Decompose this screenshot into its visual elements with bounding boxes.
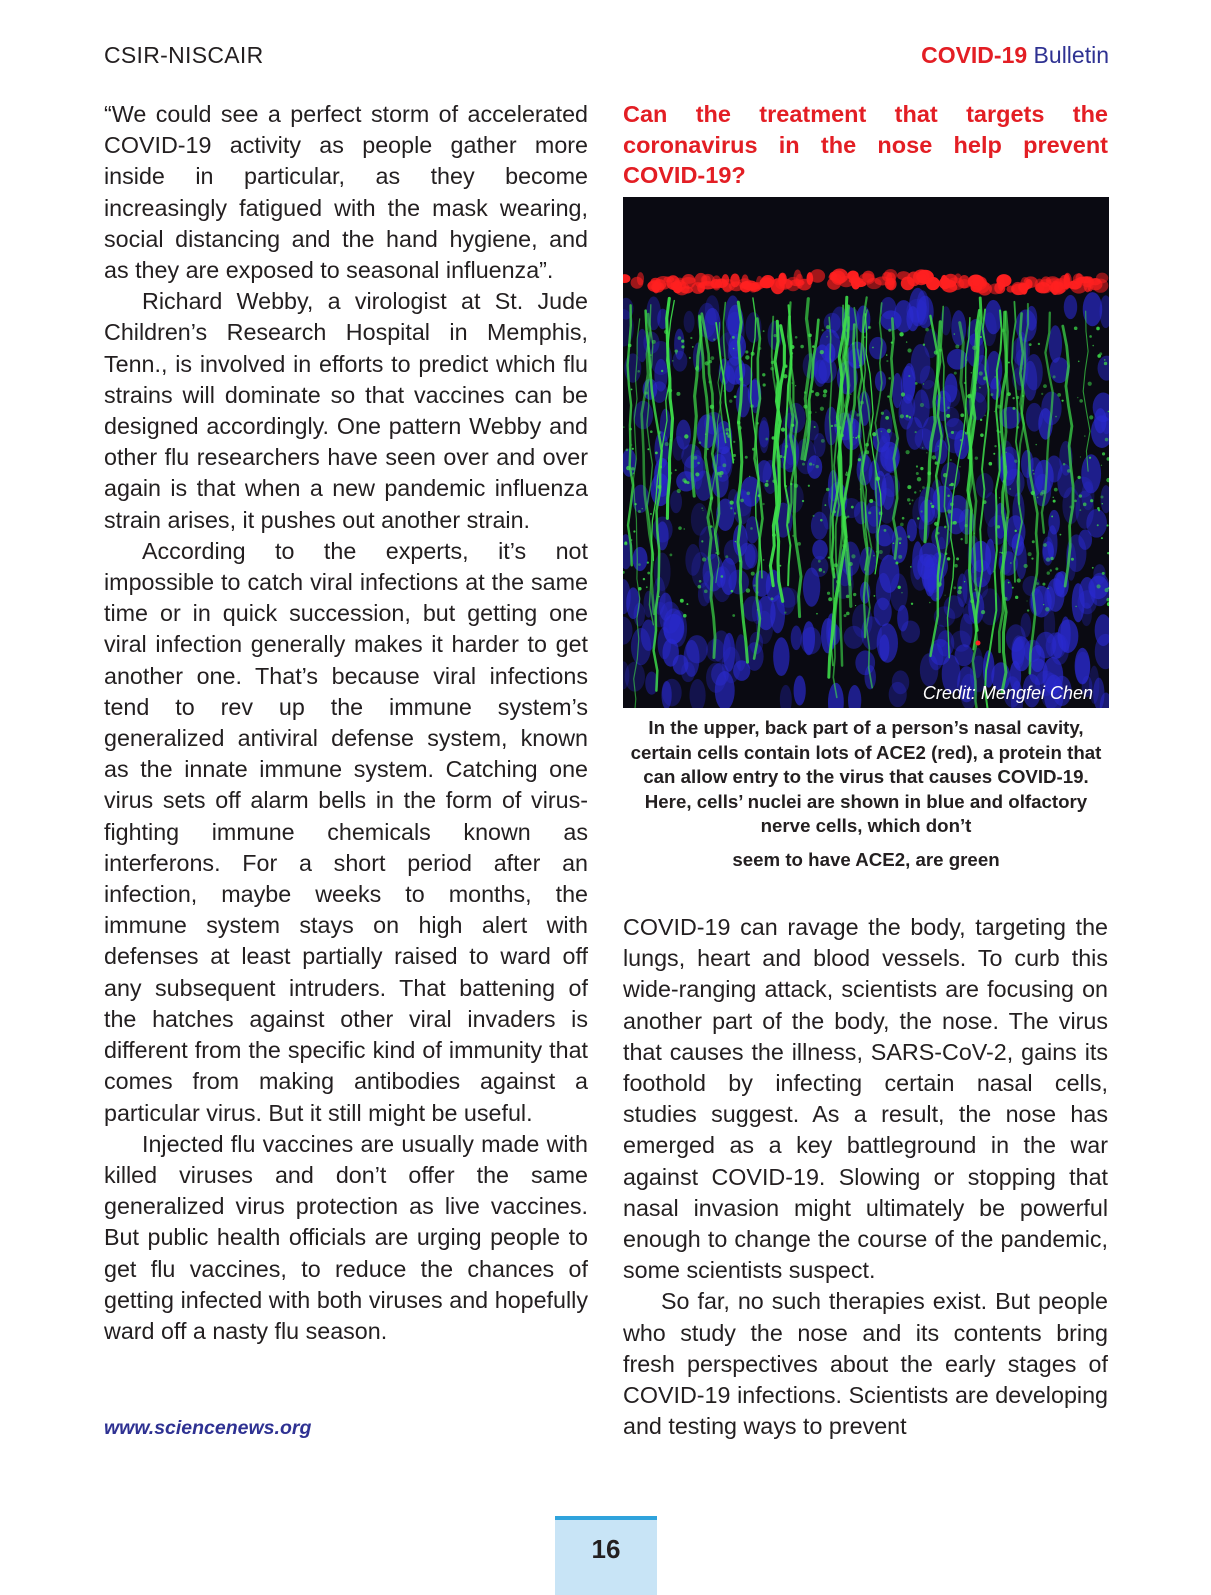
paragraph: Injected flu vaccines are usually made with killed viruses and don’t offer the same generalized virus protection as live vaccines. But public health officials are urging people to get flu vaccines, to reduce the chances of getting infected with both viruses and hopefully ward off a nasty flu season. [104,1130,588,1344]
left-column [104,99,588,1347]
paragraph: According to the experts, it’s not impossible to catch viral infections at the same time or in quick succession, but getting one viral infection generally makes it harder to get another one. That’s because viral infections tend to rev up the immune system’s generalized antiviral defense system, known as the innate immune system. Catching one virus sets off alarm bells in the form of virus-fighting immune chemicals known as interferons. For a short period after an infection, maybe weeks to months, the immune system stays on high alert with defenses at least partially raised to ward off any subsequent intruders. That battening of the hatches against other viral invaders is different from the specific kind of immunity that comes from making antibodies against a particular virus. But it still might be useful. [104,537,588,1126]
caption-text: In the upper, back part of a person’s nasal cavity, certain cells contain lots of ACE2 (red), a protein that can allow entry to the virus that causes COVID-19. Here, cells’ nuclei are shown in blue and olfactory nerve cells, which don’t [630,717,1102,837]
right-column-heading-block [623,99,1108,191]
image-credit: Credit: Mengfei Chen [922,683,1093,703]
section-heading: Can the treatment that targets the coronavirus in the nose help prevent COVID-19? [623,101,1108,188]
figure-caption [623,716,1109,873]
bulletin-title [921,42,1109,69]
caption-text-last: seem to have ACE2, are green [732,848,1000,870]
microscopy-image-art [623,197,1109,708]
microscopy-image [623,197,1109,708]
paragraph: Richard Webby, a virologist at St. Jude Children’s Research Hospital in Memphis, Tenn., is involved in efforts to predict which flu strains will dominate so that vaccines can be designed accordingly. One pattern Webby and other flu researchers have seen over and over again is that when a new pandemic influenza strain arises, it pushes out another strain. [104,288,588,533]
paragraph: So far, no such therapies exist. But people who study the nose and its contents bring fresh perspectives about the early stages of COVID-19 infections. Scientists are developing and testing ways to prevent [623,1288,1108,1440]
bulletin-title-red: COVID-19 [921,42,1028,68]
right-column [623,912,1108,1442]
page-number: 16 [591,1534,621,1564]
publisher-name: CSIR-NISCAIR [104,42,264,68]
source-link[interactable]: www.sciencenews.org [104,1417,312,1439]
paragraph: “We could see a perfect storm of accelerated COVID-19 activity as people gather more inside in particular, as they become increasingly fatigued with the mask wearing, social distancing and the hand hygiene, and as they are exposed to seasonal influenza”. [104,101,588,284]
page-number-tab [555,1516,657,1595]
paragraph: COVID-19 can ravage the body, targeting the lungs, heart and blood vessels. To curb this wide-ranging attack, scientists are focusing on another part of the body, the nose. The virus that causes the illness, SARS-CoV-2, gains its foothold by infecting certain nasal cells, studies suggest. As a result, the nose has emerged as a key battleground in the war against COVID-19. Slowing or stopping that nasal invasion might ultimately be powerful enough to change the course of the pandemic, some scientists suspect. [623,914,1108,1284]
bulletin-title-blue: Bulletin [1027,42,1109,68]
